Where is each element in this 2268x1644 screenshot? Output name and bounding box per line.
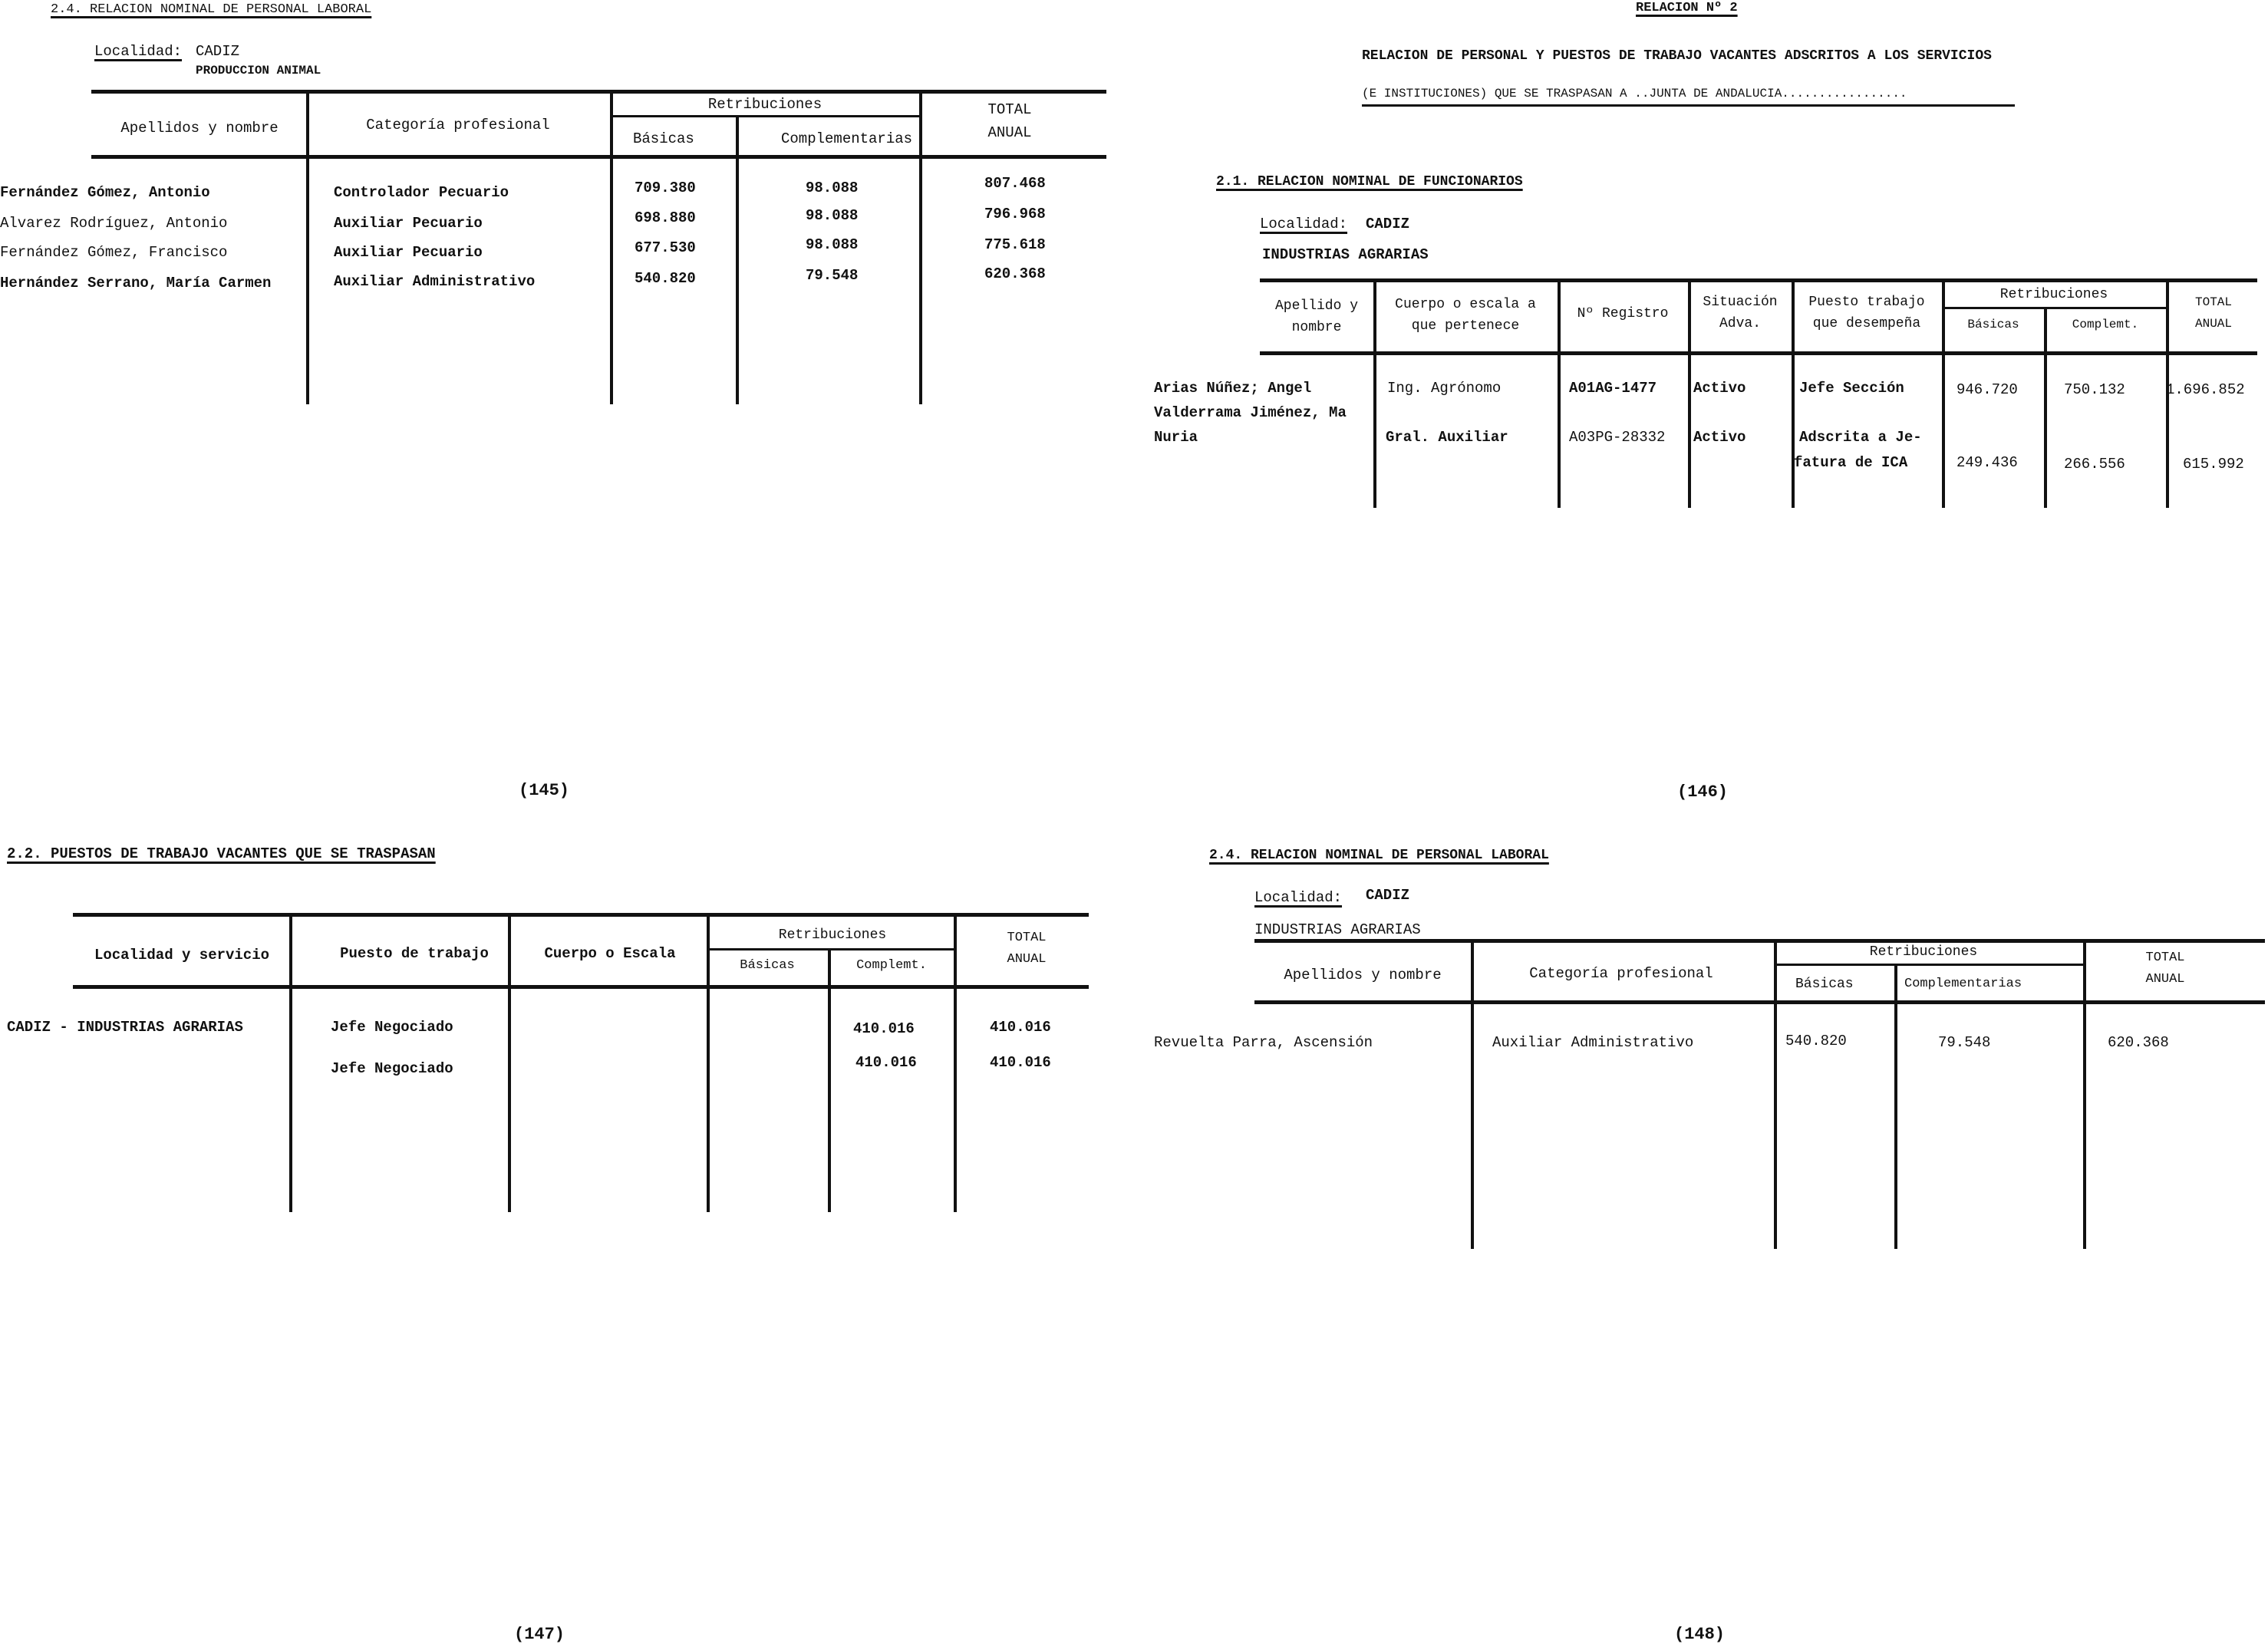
header-categoria: Categoría profesional [1529, 965, 1713, 982]
cell-basicas: 698.880 [635, 209, 696, 226]
column-divider [1471, 942, 1474, 1249]
header-cuerpo: Cuerpo o Escala [544, 945, 676, 962]
servicio: INDUSTRIAS AGRARIAS [1262, 246, 1429, 263]
cell-total: 775.618 [984, 236, 1046, 253]
table-top-rule [1254, 939, 2265, 943]
table-top-rule [1260, 278, 2257, 282]
cell-categoria: Auxiliar Pecuario [334, 215, 483, 232]
header-complementarias: Complementarias [781, 130, 913, 147]
title-rule [1362, 104, 2015, 107]
column-divider [919, 91, 922, 404]
page-number: (147) [514, 1625, 565, 1644]
cell-puesto-1: Adscrita a Je- [1799, 429, 1922, 446]
main-title-line2: (E INSTITUCIONES) QUE SE TRASPASAN A ..JUNTA DE ANDALUCIA................. [1362, 87, 1907, 100]
cell-categoria: Auxiliar Pecuario [334, 244, 483, 261]
cell-registro: A03PG-28332 [1569, 429, 1666, 446]
cell-cuerpo: Ing. Agrónomo [1387, 380, 1502, 397]
retrib-rule [1774, 964, 2083, 966]
retrib-rule [1942, 307, 2166, 309]
cell-total: 620.368 [2108, 1034, 2169, 1051]
cell-total: 796.968 [984, 206, 1046, 222]
cell-localidad: CADIZ - INDUSTRIAS AGRARIAS [7, 1019, 243, 1036]
header-situacion-2: Adva. [1719, 316, 1762, 331]
column-divider [954, 916, 957, 1212]
header-basicas: Básicas [740, 958, 795, 973]
cell-categoria: Auxiliar Administrativo [334, 273, 536, 290]
cell-basicas: 709.380 [635, 180, 696, 196]
header-cuerpo-2: que pertenece [1411, 318, 1520, 334]
column-divider [707, 916, 710, 1212]
header-basicas: Básicas [1967, 318, 2019, 331]
header-complem: Complemt. [856, 958, 927, 973]
cell-registro: A01AG-1477 [1569, 380, 1657, 397]
column-divider [1942, 280, 1945, 508]
header-retribuciones: Retribuciones [1869, 944, 1978, 960]
header-bottom-rule [1260, 351, 2257, 355]
column-divider [508, 916, 511, 1212]
cell-compl: 79.548 [1938, 1034, 1991, 1051]
column-divider [289, 916, 292, 1212]
header-categoria: Categoría profesional [366, 117, 550, 133]
cell-puesto: Jefe Negociado [331, 1060, 453, 1077]
column-divider [1774, 942, 1777, 1249]
cell-basicas: 540.820 [1785, 1033, 1847, 1049]
header-localidad: Localidad y servicio [94, 947, 270, 964]
header-retribuciones: Retribuciones [778, 927, 887, 943]
cell-total: 1.696.852 [2166, 381, 2245, 398]
header-bottom-rule [91, 155, 1106, 159]
relacion-number: RELACION Nº 2 [1636, 1, 1738, 15]
column-divider [1792, 280, 1795, 508]
header-nombre: Apellidos y nombre [120, 120, 279, 137]
cell-total: 410.016 [990, 1019, 1051, 1036]
header-nombre: Apellidos y nombre [1284, 967, 1442, 983]
header-cuerpo-1: Cuerpo o escala a [1395, 297, 1536, 312]
cell-total: 807.468 [984, 175, 1046, 192]
cell-compl: 266.556 [2064, 456, 2125, 473]
column-divider [1688, 280, 1691, 508]
header-anual: ANUAL [2145, 972, 2185, 987]
header-complementarias: Complementarias [1904, 977, 2022, 991]
cell-situacion: Activo [1693, 429, 1746, 446]
cell-nombre: Arias Núñez; Angel [1154, 380, 1312, 397]
cell-nombre: Fernández Gómez, Francisco [0, 244, 228, 261]
cell-compl: 410.016 [853, 1020, 915, 1037]
section-heading: 2.4. RELACION NOMINAL DE PERSONAL LABORAL [51, 2, 372, 17]
column-divider [306, 91, 309, 404]
header-puesto: Puesto de trabajo [340, 945, 489, 962]
header-situacion-1: Situación [1703, 295, 1778, 310]
cell-nombre: Alvarez Rodríguez, Antonio [0, 215, 228, 232]
servicio: INDUSTRIAS AGRARIAS [1254, 921, 1421, 938]
cell-basicas: 946.720 [1956, 381, 2018, 398]
column-divider [1894, 965, 1897, 1249]
cell-categoria: Auxiliar Administrativo [1492, 1034, 1694, 1051]
header-total: TOTAL [1007, 931, 1047, 945]
header-nombre-2: nombre [1291, 320, 1342, 335]
cell-puesto-2: fatura de ICA [1794, 454, 1908, 471]
cell-categoria: Controlador Pecuario [334, 184, 509, 201]
header-retribuciones: Retribuciones [707, 96, 822, 113]
header-total: TOTAL [2194, 295, 2233, 309]
cell-puesto: Jefe Sección [1799, 380, 1904, 397]
header-registro: Nº Registro [1577, 306, 1669, 321]
cell-basicas: 677.530 [635, 239, 696, 256]
cell-total: 615.992 [2183, 456, 2244, 473]
cell-cuerpo: Gral. Auxiliar [1386, 429, 1508, 446]
header-basicas: Básicas [1795, 977, 1854, 992]
table-top-rule [73, 913, 1089, 917]
localidad-label: Localidad: [1254, 889, 1343, 906]
column-divider [2083, 942, 2086, 1249]
header-anual: ANUAL [987, 124, 1032, 141]
localidad-value: CADIZ [1366, 216, 1410, 232]
servicio: PRODUCCION ANIMAL [196, 64, 321, 77]
localidad-label: Localidad: [94, 43, 183, 60]
cell-nombre-2: Nuria [1154, 429, 1198, 446]
cell-compl: 410.016 [855, 1054, 917, 1071]
section-heading: 2.4. RELACION NOMINAL DE PERSONAL LABORAL [1209, 848, 1549, 863]
cell-situacion: Activo [1693, 380, 1746, 397]
localidad-value: CADIZ [1366, 887, 1410, 904]
column-divider [2044, 308, 2047, 508]
header-bottom-rule [1254, 1000, 2265, 1004]
header-basicas: Básicas [633, 130, 694, 147]
localidad-value: CADIZ [196, 43, 240, 60]
section-heading: 2.1. RELACION NOMINAL DE FUNCIONARIOS [1216, 174, 1523, 189]
cell-compl: 98.088 [806, 180, 859, 196]
cell-basicas: 249.436 [1956, 454, 2018, 471]
header-bottom-rule [73, 985, 1089, 989]
cell-compl: 750.132 [2064, 381, 2125, 398]
header-puesto-2: que desempeña [1812, 316, 1921, 331]
cell-nombre: Fernández Gómez, Antonio [0, 184, 210, 201]
section-heading: 2.2. PUESTOS DE TRABAJO VACANTES QUE SE TRASPASAN [7, 845, 436, 862]
column-divider [828, 950, 831, 1212]
header-nombre-1: Apellido y [1274, 298, 1359, 314]
header-retribuciones: Retribuciones [1999, 287, 2108, 302]
column-divider [610, 91, 613, 404]
header-complem: Complemt. [2072, 318, 2139, 331]
cell-compl: 98.088 [806, 207, 859, 224]
main-title-line1: RELACION DE PERSONAL Y PUESTOS DE TRABAJO VACANTES ADSCRITOS A LOS SERVICIOS [1362, 48, 1992, 64]
cell-nombre: Revuelta Parra, Ascensión [1154, 1034, 1373, 1051]
column-divider [1373, 280, 1376, 508]
cell-compl: 79.548 [806, 267, 859, 284]
page-number: (146) [1677, 782, 1729, 802]
header-puesto-1: Puesto trabajo [1808, 295, 1925, 310]
cell-total: 410.016 [990, 1054, 1051, 1071]
header-anual: ANUAL [1007, 952, 1047, 967]
header-anual: ANUAL [2194, 317, 2233, 331]
page-number: (148) [1674, 1625, 1726, 1644]
cell-nombre-1: Valderrama Jiménez, Ma [1154, 404, 1347, 421]
cell-basicas: 540.820 [635, 270, 696, 287]
cell-compl: 98.088 [806, 236, 859, 253]
table-top-rule [91, 90, 1106, 94]
column-divider [1558, 280, 1561, 508]
header-total: TOTAL [987, 101, 1032, 118]
column-divider [736, 117, 739, 404]
localidad-label: Localidad: [1260, 216, 1348, 232]
page-number: (145) [519, 781, 570, 800]
retrib-rule [610, 115, 919, 117]
cell-puesto: Jefe Negociado [331, 1019, 453, 1036]
header-total: TOTAL [2145, 950, 2185, 965]
cell-nombre: Hernández Serrano, María Carmen [0, 275, 272, 292]
cell-total: 620.368 [984, 265, 1046, 282]
